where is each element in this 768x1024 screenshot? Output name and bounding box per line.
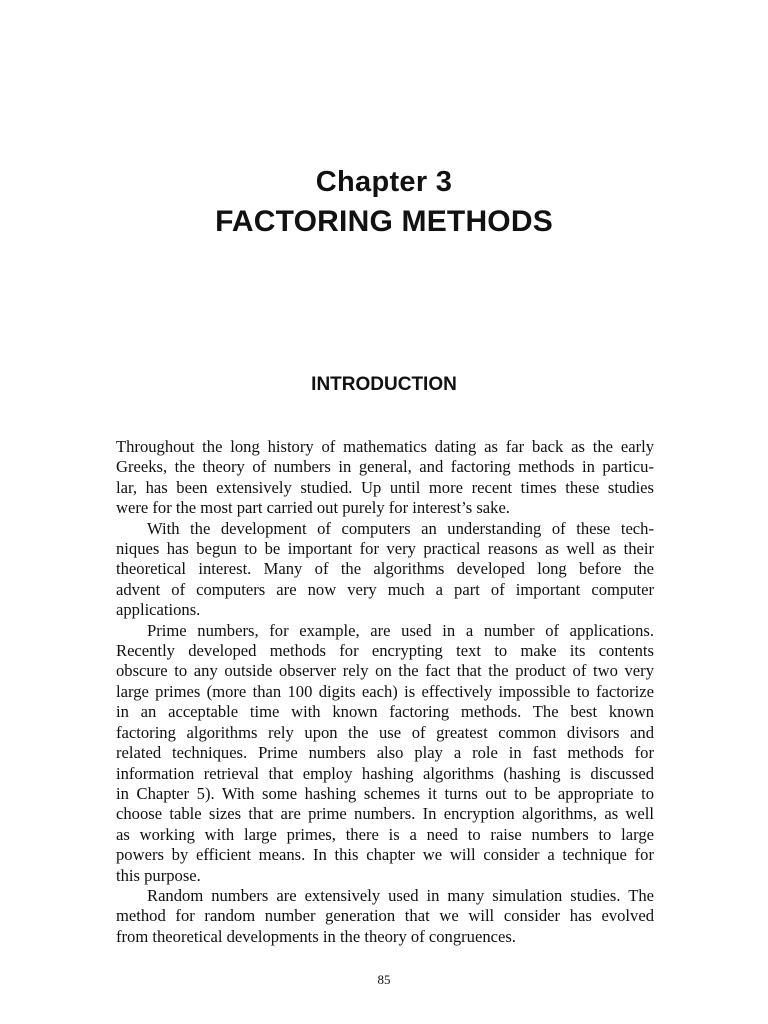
text-line: large primes (more than 100 digits each) is effectively impossible to factorize [116,681,654,701]
text-line: factoring algorithms rely upon the use of greatest common divisors and [116,722,654,742]
text-line: this purpose. [116,865,201,885]
paragraph [116,886,654,947]
chapter-title: FACTORING METHODS [215,205,553,238]
text-line: method for random number generation that we will consider has evolved [116,906,654,926]
text-line: information retrieval that employ hashing algorithms (hashing is discussed [116,763,654,783]
text-line: obscure to any outside observer rely on the fact that the product of two very [116,661,654,681]
text-line: Greeks, the theory of numbers in general, and factoring methods in particu- [116,457,654,477]
text-line: With the development of computers an understanding of these tech- [147,518,654,538]
section-heading: INTRODUCTION [311,374,457,395]
text-line: were for the most part carried out purely for interest’s sake. [116,498,510,518]
body-text [116,437,654,947]
text-line: choose table sizes that are prime numbers. In encryption algorithms, as well [116,804,654,824]
paragraph [116,437,654,519]
paragraph [116,519,654,621]
text-line: Throughout the long history of mathematics dating as far back as the early [116,437,654,456]
text-line: as working with large primes, there is a need to raise numbers to large [116,824,654,844]
text-line: applications. [116,600,201,620]
text-line: from theoretical developments in the theory of congruences. [116,926,516,946]
page-number: 85 [377,972,391,987]
text-line: advent of computers are now very much a part of important computer [116,579,654,599]
text-line: powers by efficient means. In this chapter we will consider a technique for [116,845,654,865]
text-line: related techniques. Prime numbers also play a role in fast methods for [116,743,654,763]
text-line: lar, has been extensively studied. Up until more recent times these studies [116,477,654,497]
text-line: Random numbers are extensively used in many simulation studies. The [147,885,654,905]
text-line: in an acceptable time with known factoring methods. The best known [116,702,654,722]
text-line: Prime numbers, for example, are used in a number of applications. [147,620,654,640]
text-line: theoretical interest. Many of the algorithms developed long before the [116,559,654,579]
text-line: Recently developed methods for encrypting text to make its contents [116,641,654,661]
text-line: niques has begun to be important for very practical reasons as well as their [116,539,654,559]
text-line: in Chapter 5). With some hashing schemes it turns out to be appropriate to [116,783,654,803]
chapter-label: Chapter 3 [315,166,453,198]
paragraph [116,621,654,886]
